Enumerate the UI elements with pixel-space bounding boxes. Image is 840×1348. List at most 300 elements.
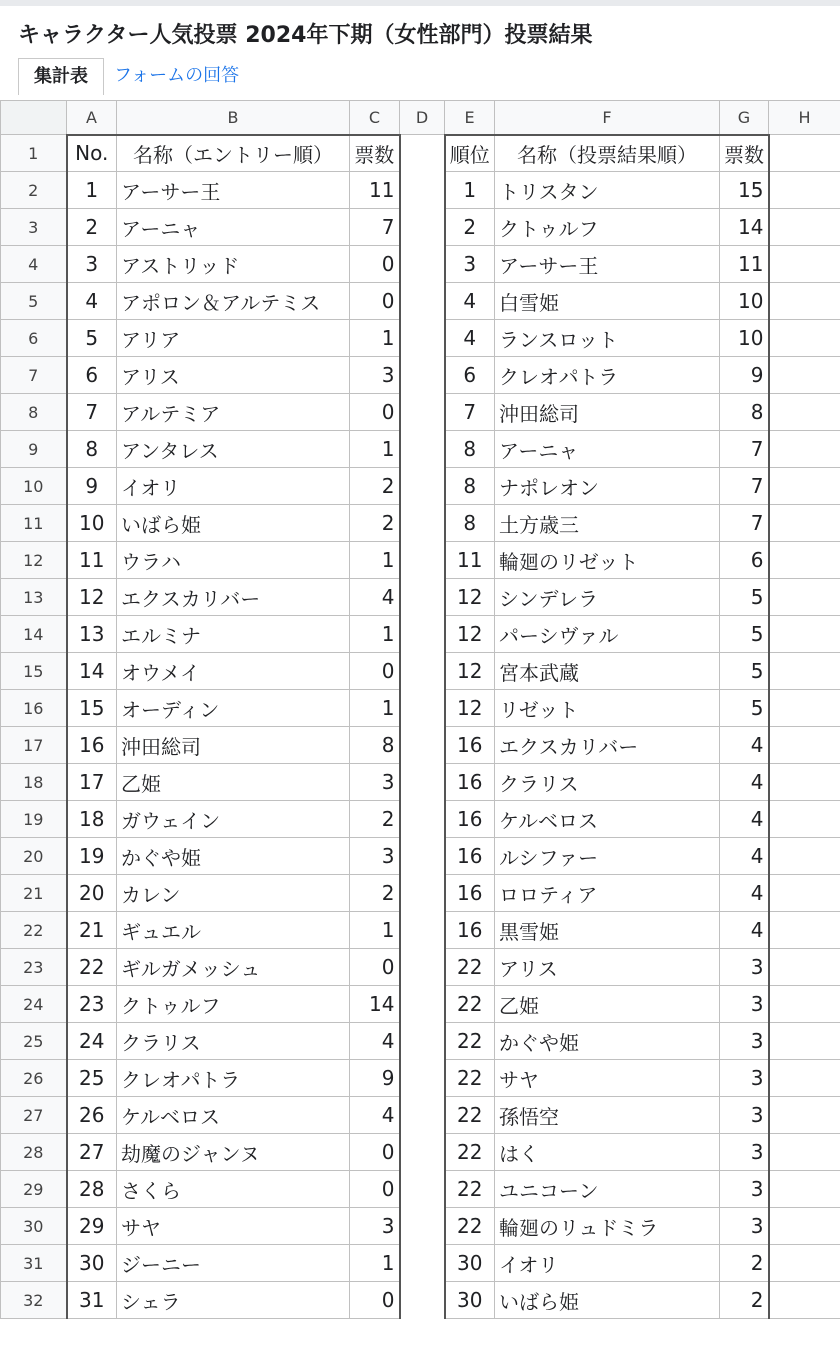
cell-name-entry[interactable]: いばら姫 [117,505,350,542]
row-number[interactable]: 27 [1,1097,67,1134]
spacer-cell[interactable] [400,1245,445,1282]
cell-votes-result[interactable]: 4 [720,801,769,838]
cell-no[interactable]: 23 [67,986,117,1023]
cell-name-entry[interactable]: アンタレス [117,431,350,468]
spacer-cell[interactable] [400,1134,445,1171]
cell-rank[interactable]: 12 [445,616,495,653]
empty-cell[interactable] [769,616,840,653]
cell-votes[interactable]: 1 [350,616,400,653]
cell-votes-result[interactable]: 8 [720,394,769,431]
spacer-cell[interactable] [400,616,445,653]
row-number[interactable]: 19 [1,801,67,838]
cell-name-entry[interactable]: オーディン [117,690,350,727]
empty-cell[interactable] [769,468,840,505]
row-number[interactable]: 3 [1,209,67,246]
column-header-e[interactable]: E [445,101,495,135]
cell-no[interactable]: 6 [67,357,117,394]
cell-name-result[interactable]: 土方歳三 [495,505,720,542]
cell-rank[interactable]: 4 [445,283,495,320]
row-number[interactable]: 17 [1,727,67,764]
cell-votes-result[interactable]: 3 [720,1097,769,1134]
cell-name-entry[interactable]: アルテミア [117,394,350,431]
cell-votes[interactable]: 0 [350,394,400,431]
row-number[interactable]: 15 [1,653,67,690]
cell-votes-result[interactable]: 3 [720,1171,769,1208]
row-number[interactable]: 23 [1,949,67,986]
cell-name-result[interactable]: クレオパトラ [495,357,720,394]
spacer-cell[interactable] [400,1208,445,1245]
cell-name-result[interactable]: エクスカリバー [495,727,720,764]
cell-name-entry[interactable]: アーサー王 [117,172,350,209]
column-header-h[interactable]: H [769,101,840,135]
cell-name-entry[interactable]: 劫魔のジャンヌ [117,1134,350,1171]
cell-no[interactable]: 17 [67,764,117,801]
row-number[interactable]: 25 [1,1023,67,1060]
row-number[interactable]: 22 [1,912,67,949]
empty-cell[interactable] [769,801,840,838]
spacer-cell[interactable] [400,1097,445,1134]
cell-rank[interactable]: 8 [445,431,495,468]
cell-rank[interactable]: 22 [445,1171,495,1208]
cell-votes-result[interactable]: 9 [720,357,769,394]
cell-no[interactable]: 12 [67,579,117,616]
column-header-d[interactable]: D [400,101,445,135]
cell-name-result[interactable]: パーシヴァル [495,616,720,653]
cell-votes-result[interactable]: 3 [720,1208,769,1245]
cell-name-result[interactable]: 輪廻のリュドミラ [495,1208,720,1245]
cell-no[interactable]: 30 [67,1245,117,1282]
empty-cell[interactable] [769,653,840,690]
header-name-result[interactable]: 名称（投票結果順） [495,135,720,172]
cell-votes[interactable]: 0 [350,1282,400,1319]
cell-votes-result[interactable]: 7 [720,431,769,468]
cell-rank[interactable]: 8 [445,468,495,505]
spacer-cell[interactable] [400,875,445,912]
spacer-cell[interactable] [400,801,445,838]
cell-votes-result[interactable]: 3 [720,1023,769,1060]
cell-votes[interactable]: 4 [350,579,400,616]
empty-cell[interactable] [769,875,840,912]
row-number[interactable]: 7 [1,357,67,394]
cell-name-entry[interactable]: クレオパトラ [117,1060,350,1097]
cell-votes-result[interactable]: 2 [720,1245,769,1282]
cell-name-entry[interactable]: アポロン＆アルテミス [117,283,350,320]
empty-cell[interactable] [769,949,840,986]
spacer-cell[interactable] [400,283,445,320]
cell-votes[interactable]: 0 [350,1134,400,1171]
cell-votes[interactable]: 2 [350,801,400,838]
cell-name-result[interactable]: シンデレラ [495,579,720,616]
cell-votes[interactable]: 3 [350,838,400,875]
column-header-b[interactable]: B [117,101,350,135]
row-number[interactable]: 16 [1,690,67,727]
cell-rank[interactable]: 4 [445,320,495,357]
cell-rank[interactable]: 3 [445,246,495,283]
cell-name-entry[interactable]: エクスカリバー [117,579,350,616]
cell-votes[interactable]: 1 [350,690,400,727]
header-rank[interactable]: 順位 [445,135,495,172]
cell-name-entry[interactable]: アストリッド [117,246,350,283]
cell-name-entry[interactable]: ギュエル [117,912,350,949]
cell-name-result[interactable]: はく [495,1134,720,1171]
cell-no[interactable]: 19 [67,838,117,875]
spacer-cell[interactable] [400,1171,445,1208]
spacer-cell[interactable] [400,986,445,1023]
cell-name-result[interactable]: かぐや姫 [495,1023,720,1060]
cell-no[interactable]: 24 [67,1023,117,1060]
cell-votes-result[interactable]: 4 [720,912,769,949]
cell-votes[interactable]: 2 [350,505,400,542]
row-number[interactable]: 14 [1,616,67,653]
spacer-cell[interactable] [400,912,445,949]
cell-no[interactable]: 3 [67,246,117,283]
empty-cell[interactable] [769,727,840,764]
row-number[interactable]: 9 [1,431,67,468]
cell-votes-result[interactable]: 5 [720,690,769,727]
row-number[interactable]: 21 [1,875,67,912]
row-number[interactable]: 29 [1,1171,67,1208]
row-number[interactable]: 20 [1,838,67,875]
row-number[interactable]: 2 [1,172,67,209]
cell-votes-result[interactable]: 4 [720,838,769,875]
empty-cell[interactable] [769,1245,840,1282]
header-votes[interactable]: 票数 [350,135,400,172]
cell-rank[interactable]: 30 [445,1245,495,1282]
cell-name-result[interactable]: ナポレオン [495,468,720,505]
row-number[interactable]: 31 [1,1245,67,1282]
cell-votes[interactable]: 0 [350,283,400,320]
cell-votes[interactable]: 0 [350,653,400,690]
cell-votes-result[interactable]: 3 [720,1134,769,1171]
cell-rank[interactable]: 22 [445,949,495,986]
cell-no[interactable]: 14 [67,653,117,690]
cell-votes[interactable]: 3 [350,1208,400,1245]
cell-no[interactable]: 22 [67,949,117,986]
spacer-cell[interactable] [400,653,445,690]
column-header-a[interactable]: A [67,101,117,135]
row-number[interactable]: 5 [1,283,67,320]
cell-votes[interactable]: 1 [350,542,400,579]
cell-name-entry[interactable]: ウラハ [117,542,350,579]
cell-no[interactable]: 18 [67,801,117,838]
cell-votes-result[interactable]: 3 [720,1060,769,1097]
cell-votes-result[interactable]: 10 [720,283,769,320]
cell-name-result[interactable]: 黒雪姫 [495,912,720,949]
cell-votes[interactable]: 1 [350,431,400,468]
cell-rank[interactable]: 12 [445,653,495,690]
row-number[interactable]: 28 [1,1134,67,1171]
empty-cell[interactable] [769,1171,840,1208]
cell-name-result[interactable]: アーサー王 [495,246,720,283]
cell-rank[interactable]: 12 [445,579,495,616]
cell-votes[interactable]: 0 [350,1171,400,1208]
cell-name-entry[interactable]: クラリス [117,1023,350,1060]
cell-votes[interactable]: 0 [350,246,400,283]
cell-name-result[interactable]: クトゥルフ [495,209,720,246]
cell-no[interactable]: 13 [67,616,117,653]
cell-no[interactable]: 26 [67,1097,117,1134]
cell-rank[interactable]: 22 [445,1023,495,1060]
spacer-cell[interactable] [400,1060,445,1097]
spacer-cell[interactable] [400,357,445,394]
cell-name-result[interactable]: イオリ [495,1245,720,1282]
row-number[interactable]: 13 [1,579,67,616]
spacer-cell[interactable] [400,246,445,283]
cell-name-result[interactable]: サヤ [495,1060,720,1097]
cell-name-entry[interactable]: シェラ [117,1282,350,1319]
cell-rank[interactable]: 22 [445,1208,495,1245]
row-number[interactable]: 6 [1,320,67,357]
empty-cell[interactable] [769,283,840,320]
cell-no[interactable]: 27 [67,1134,117,1171]
table-row [1,727,840,764]
cell-name-entry[interactable]: ガウェイン [117,801,350,838]
cell-votes-result[interactable]: 14 [720,209,769,246]
spacer-cell[interactable] [400,135,445,172]
cell-votes-result[interactable]: 3 [720,986,769,1023]
cell-votes-result[interactable]: 5 [720,616,769,653]
cell-votes-result[interactable]: 4 [720,764,769,801]
cell-name-result[interactable]: ランスロット [495,320,720,357]
row-number[interactable]: 10 [1,468,67,505]
cell-no[interactable]: 5 [67,320,117,357]
cell-no[interactable]: 25 [67,1060,117,1097]
cell-votes[interactable]: 3 [350,357,400,394]
cell-name-entry[interactable]: ケルベロス [117,1097,350,1134]
spacer-cell[interactable] [400,468,445,505]
cell-no[interactable]: 8 [67,431,117,468]
cell-name-entry[interactable]: 乙姫 [117,764,350,801]
cell-name-result[interactable]: アリス [495,949,720,986]
cell-votes[interactable]: 4 [350,1023,400,1060]
spacer-cell[interactable] [400,1282,445,1319]
cell-no[interactable]: 15 [67,690,117,727]
cell-name-entry[interactable]: アリス [117,357,350,394]
spacer-cell[interactable] [400,579,445,616]
cell-no[interactable]: 9 [67,468,117,505]
cell-rank[interactable]: 22 [445,1134,495,1171]
empty-cell[interactable] [769,135,840,172]
row-number[interactable]: 24 [1,986,67,1023]
cell-rank[interactable]: 7 [445,394,495,431]
cell-name-entry[interactable]: かぐや姫 [117,838,350,875]
empty-cell[interactable] [769,1282,840,1319]
cell-votes[interactable]: 1 [350,320,400,357]
cell-no[interactable]: 2 [67,209,117,246]
cell-rank[interactable]: 16 [445,764,495,801]
row-number[interactable]: 26 [1,1060,67,1097]
cell-no[interactable]: 16 [67,727,117,764]
spacer-cell[interactable] [400,764,445,801]
cell-name-entry[interactable]: アリア [117,320,350,357]
cell-votes[interactable]: 8 [350,727,400,764]
column-header-f[interactable]: F [495,101,720,135]
cell-rank[interactable]: 16 [445,912,495,949]
cell-name-result[interactable]: 輪廻のリゼット [495,542,720,579]
cell-no[interactable]: 10 [67,505,117,542]
cell-name-entry[interactable]: 沖田総司 [117,727,350,764]
cell-votes[interactable]: 7 [350,209,400,246]
header-votes-result[interactable]: 票数 [720,135,769,172]
empty-cell[interactable] [769,1060,840,1097]
cell-votes[interactable]: 14 [350,986,400,1023]
spacer-cell[interactable] [400,727,445,764]
cell-votes-result[interactable]: 5 [720,653,769,690]
cell-rank[interactable]: 12 [445,690,495,727]
spacer-cell[interactable] [400,949,445,986]
row-number[interactable]: 12 [1,542,67,579]
spacer-cell[interactable] [400,320,445,357]
header-no[interactable]: No. [67,135,117,172]
empty-cell[interactable] [769,209,840,246]
cell-votes-result[interactable]: 6 [720,542,769,579]
spacer-cell[interactable] [400,394,445,431]
cell-votes[interactable]: 1 [350,912,400,949]
cell-votes-result[interactable]: 3 [720,949,769,986]
cell-name-entry[interactable]: クトゥルフ [117,986,350,1023]
cell-votes-result[interactable]: 4 [720,875,769,912]
cell-no[interactable]: 29 [67,1208,117,1245]
spacer-cell[interactable] [400,505,445,542]
column-header-c[interactable]: C [350,101,400,135]
empty-cell[interactable] [769,986,840,1023]
cell-no[interactable]: 20 [67,875,117,912]
cell-votes-result[interactable]: 7 [720,468,769,505]
cell-name-entry[interactable]: カレン [117,875,350,912]
cell-votes-result[interactable]: 5 [720,579,769,616]
cell-votes-result[interactable]: 4 [720,727,769,764]
empty-cell[interactable] [769,320,840,357]
cell-name-result[interactable]: ケルベロス [495,801,720,838]
cell-rank[interactable]: 16 [445,838,495,875]
cell-rank[interactable]: 16 [445,727,495,764]
spacer-cell[interactable] [400,838,445,875]
cell-name-result[interactable]: トリスタン [495,172,720,209]
cell-name-entry[interactable]: さくら [117,1171,350,1208]
cell-votes-result[interactable]: 11 [720,246,769,283]
cell-rank[interactable]: 30 [445,1282,495,1319]
empty-cell[interactable] [769,505,840,542]
empty-cell[interactable] [769,579,840,616]
cell-name-entry[interactable]: アーニャ [117,209,350,246]
cell-votes-result[interactable]: 2 [720,1282,769,1319]
cell-votes[interactable]: 3 [350,764,400,801]
cell-votes[interactable]: 9 [350,1060,400,1097]
cell-no[interactable]: 4 [67,283,117,320]
spacer-cell[interactable] [400,1023,445,1060]
cell-name-result[interactable]: 沖田総司 [495,394,720,431]
cell-name-result[interactable]: いばら姫 [495,1282,720,1319]
cell-no[interactable]: 7 [67,394,117,431]
cell-rank[interactable]: 11 [445,542,495,579]
row-number[interactable]: 4 [1,246,67,283]
cell-name-entry[interactable]: ジーニー [117,1245,350,1282]
row-number[interactable]: 18 [1,764,67,801]
row-number[interactable]: 30 [1,1208,67,1245]
cell-name-result[interactable]: ロロティア [495,875,720,912]
cell-rank[interactable]: 6 [445,357,495,394]
cell-votes-result[interactable]: 7 [720,505,769,542]
cell-votes[interactable]: 2 [350,468,400,505]
cell-rank[interactable]: 1 [445,172,495,209]
spacer-cell[interactable] [400,431,445,468]
row-number[interactable]: 11 [1,505,67,542]
tab-form-responses[interactable]: フォームの回答 [114,65,240,86]
empty-cell[interactable] [769,1208,840,1245]
cell-rank[interactable]: 16 [445,801,495,838]
empty-cell[interactable] [769,838,840,875]
spacer-cell[interactable] [400,209,445,246]
empty-cell[interactable] [769,542,840,579]
cell-votes[interactable]: 1 [350,1245,400,1282]
empty-cell[interactable] [769,172,840,209]
empty-cell[interactable] [769,764,840,801]
empty-cell[interactable] [769,912,840,949]
cell-votes[interactable]: 4 [350,1097,400,1134]
cell-rank[interactable]: 8 [445,505,495,542]
empty-cell[interactable] [769,246,840,283]
empty-cell[interactable] [769,431,840,468]
cell-name-entry[interactable]: サヤ [117,1208,350,1245]
cell-no[interactable]: 21 [67,912,117,949]
cell-no[interactable]: 1 [67,172,117,209]
cell-no[interactable]: 31 [67,1282,117,1319]
cell-votes[interactable]: 2 [350,875,400,912]
tab-summary[interactable]: 集計表 [18,58,104,95]
cell-no[interactable]: 28 [67,1171,117,1208]
spacer-cell[interactable] [400,172,445,209]
row-number[interactable]: 32 [1,1282,67,1319]
cell-name-result[interactable]: リゼット [495,690,720,727]
cell-rank[interactable]: 16 [445,875,495,912]
spacer-cell[interactable] [400,542,445,579]
cell-name-result[interactable]: 宮本武蔵 [495,653,720,690]
spacer-cell[interactable] [400,690,445,727]
row-number[interactable]: 1 [1,135,67,172]
empty-cell[interactable] [769,1097,840,1134]
cell-name-entry[interactable]: オウメイ [117,653,350,690]
select-all-corner[interactable] [1,101,67,135]
cell-name-result[interactable]: アーニャ [495,431,720,468]
cell-votes[interactable]: 11 [350,172,400,209]
column-header-g[interactable]: G [720,101,769,135]
empty-cell[interactable] [769,1134,840,1171]
cell-name-result[interactable]: ユニコーン [495,1171,720,1208]
empty-cell[interactable] [769,690,840,727]
cell-rank[interactable]: 2 [445,209,495,246]
empty-cell[interactable] [769,357,840,394]
cell-votes-result[interactable]: 10 [720,320,769,357]
empty-cell[interactable] [769,1023,840,1060]
cell-name-entry[interactable]: エルミナ [117,616,350,653]
cell-name-result[interactable]: 孫悟空 [495,1097,720,1134]
cell-votes-result[interactable]: 15 [720,172,769,209]
cell-no[interactable]: 11 [67,542,117,579]
row-number[interactable]: 8 [1,394,67,431]
cell-name-entry[interactable]: ギルガメッシュ [117,949,350,986]
cell-name-result[interactable]: クラリス [495,764,720,801]
cell-rank[interactable]: 22 [445,1097,495,1134]
cell-name-result[interactable]: 乙姫 [495,986,720,1023]
header-name-entry[interactable]: 名称（エントリー順） [117,135,350,172]
cell-name-result[interactable]: 白雪姫 [495,283,720,320]
cell-rank[interactable]: 22 [445,1060,495,1097]
cell-name-result[interactable]: ルシファー [495,838,720,875]
cell-rank[interactable]: 22 [445,986,495,1023]
empty-cell[interactable] [769,394,840,431]
cell-votes[interactable]: 0 [350,949,400,986]
cell-name-entry[interactable]: イオリ [117,468,350,505]
